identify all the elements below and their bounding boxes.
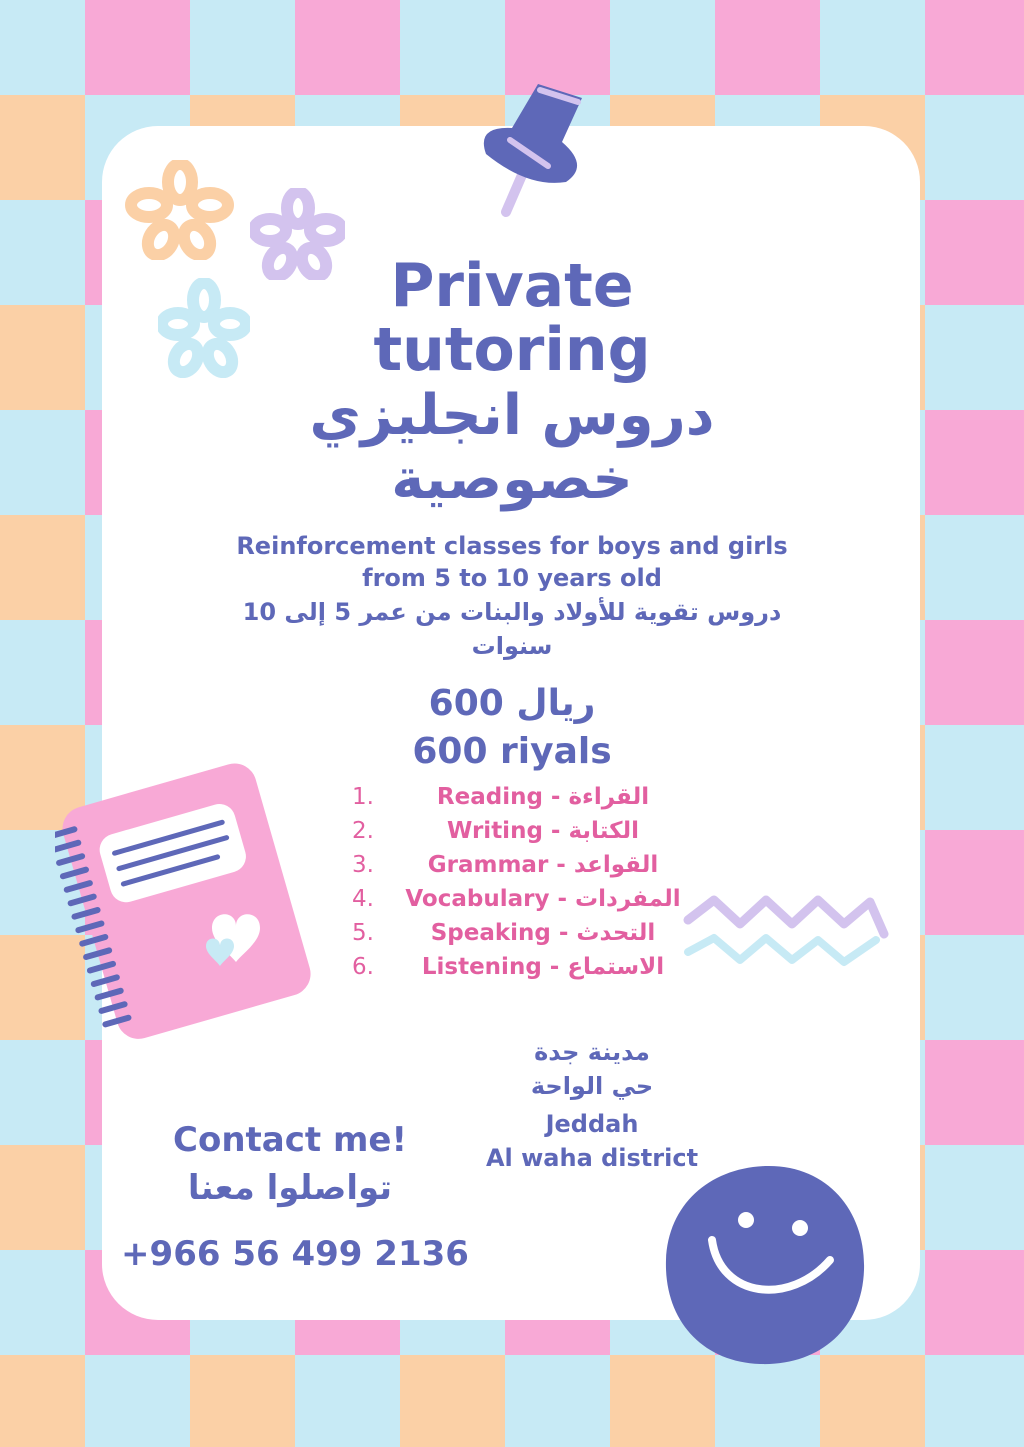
list-item-number: 6. bbox=[352, 954, 374, 980]
list-item-number: 2. bbox=[352, 818, 374, 844]
list-item-label: Reading - القراءة bbox=[436, 784, 650, 810]
flower-icon bbox=[125, 160, 235, 260]
list-item bbox=[340, 848, 700, 882]
list-item-label: Listening - الاستماع bbox=[421, 954, 665, 980]
phone-number[interactable]: +966 56 499 2136 bbox=[121, 1234, 469, 1274]
notebook-icon bbox=[55, 750, 325, 1040]
flower-icon bbox=[158, 278, 250, 378]
title-arabic-line1: دروس انجليزي bbox=[309, 383, 715, 448]
list-item-number: 5. bbox=[352, 920, 374, 946]
price-english: 600 riyals bbox=[412, 731, 612, 772]
zigzag-icon bbox=[680, 890, 892, 986]
subtitle-arabic-line1: دروس تقوية للأولاد والبنات من عمر 5 إلى 10 bbox=[242, 598, 782, 626]
location-arabic-district: حي الواحة bbox=[530, 1072, 654, 1100]
list-item bbox=[340, 916, 700, 950]
title-arabic-line2: خصوصية bbox=[391, 447, 633, 512]
title-english-line1: Private bbox=[390, 251, 634, 321]
list-item bbox=[340, 780, 700, 814]
location-district: Al waha district bbox=[485, 1144, 699, 1172]
list-item bbox=[340, 950, 700, 984]
subtitle-arabic-line2: سنوات bbox=[471, 632, 553, 660]
smiley-icon bbox=[660, 1160, 870, 1370]
list-item bbox=[340, 882, 700, 916]
list-item-label: Vocabulary - المفردات bbox=[405, 886, 681, 912]
contact-heading-arabic: تواصلوا معنا bbox=[187, 1168, 393, 1208]
list-item bbox=[340, 814, 700, 848]
list-item-number: 4. bbox=[352, 886, 374, 912]
list-item-label: Writing - الكتابة bbox=[447, 818, 639, 844]
price-arabic: 600 ريال bbox=[428, 683, 596, 724]
list-item-label: Grammar - القواعد bbox=[427, 852, 659, 878]
location-city: Jeddah bbox=[545, 1110, 639, 1138]
list-item-label: Speaking - التحدث bbox=[430, 920, 656, 946]
location-arabic-city: مدينة جدة bbox=[534, 1038, 650, 1066]
title-english-line2: tutoring bbox=[373, 315, 651, 385]
contact-heading: Contact me! bbox=[173, 1120, 407, 1160]
pushpin-icon bbox=[470, 70, 600, 220]
subtitle-line2: from 5 to 10 years old bbox=[362, 564, 662, 592]
subjects-list bbox=[340, 780, 700, 984]
list-item-number: 1. bbox=[352, 784, 374, 810]
list-item-number: 3. bbox=[352, 852, 374, 878]
heart-icon bbox=[196, 906, 266, 972]
subtitle-line1: Reinforcement classes for boys and girls bbox=[236, 532, 788, 560]
